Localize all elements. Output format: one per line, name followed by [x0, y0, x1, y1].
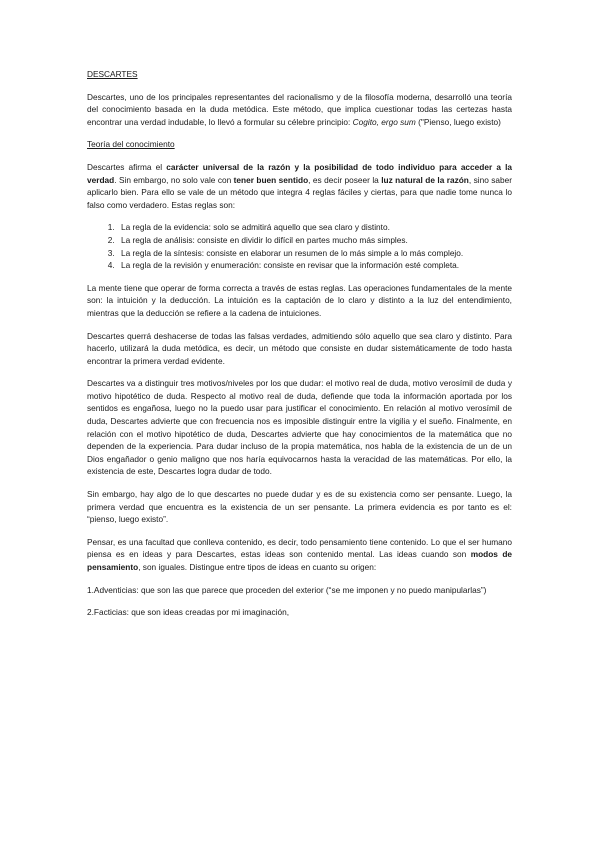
intro-text: Descartes, uno de los principales representantes del racionalismo y de la filosofía moderna, desarrolló una teoría del conocimiento basada en la duda metódica. Este método, que implica cuestionar todas las certezas hasta encontrar una verdad indudable, lo llevó a formular su célebre principio: — [87, 91, 512, 127]
p1-text-e: , es decir poseer la — [308, 174, 382, 185]
p6-bold-b: modos de pensamiento — [87, 549, 513, 572]
document-title: DESCARTES — [87, 69, 138, 79]
paragraph-ideas — [87, 536, 512, 574]
paragraph-mind: La mente tiene que operar de forma correcta a través de estas reglas. Las operaciones fundamentales de la mente son: la intuición y la deducción. La intuición es la captación de lo claro y distinto a la luz del entendimiento, mientras que la deducción se refiere a la cadena de intuiciones. — [87, 282, 512, 318]
p1-text-a: Descartes afirma el — [87, 161, 167, 172]
intro-paragraph — [87, 91, 512, 129]
paragraph-reason — [87, 161, 512, 211]
idea-type-facticias: 2.Facticias: que son ideas creadas por mi imaginación, — [87, 607, 289, 618]
paragraph-method: Descartes querrá deshacerse de todas las falsas verdades, admitiendo sólo aquello que sea claro y distinto. Para hacerlo, utilizará la duda metódica, es decir, un método que consiste en dudar sistemáticamente de todo hasta encontrar la primera verdad evidente. — [87, 330, 512, 366]
rules-list — [87, 221, 512, 271]
p1-bold-f: luz natural de la razón — [381, 174, 469, 185]
paragraph-cogito: Sin embargo, hay algo de lo que descartes no puede dudar y es de su existencia como ser pensante. Luego, la primera verdad que encuentra es la existencia de un ser pensante. La primera evidencia es por tanto es el: “pienso, luego existo”. — [87, 489, 512, 525]
list-item: 3. La regla de la síntesis: consiste en elaborar un resumen de lo más simple a lo más complejo. — [117, 247, 512, 260]
cogito-phrase: Cogito, ergo sum — [352, 116, 416, 127]
idea-type-adventicias: 1.Adventicias: que son las que parece que proceden del exterior (“se me imponen y no puedo manipularlas”) — [87, 584, 487, 595]
p6-text-c: , son iguales. Distingue entre tipos de ideas en cuanto su origen: — [138, 562, 377, 572]
paragraph-doubt-levels: Descartes va a distinguir tres motivos/niveles por los que dudar: el motivo real de duda, motivo verosímil de duda y motivo hipotético de duda. Respecto al motivo real de duda, defiende que toda la información aportada por los sentidos es engañosa, luego no la puedo usar para justificar el conocimiento. En relación al motivo verosímil de duda, Descartes advierte que con frecuencia nos es imposible distinguir entre la vigilia y el sueño. Finalmente, en relación con el motivo hipotético de duda, Descartes advierte que hay conocimientos de la matemática que no dependen de la experiencia. Para dudar incluso de la propia matemática, nos habla de la existencia de un de un Dios engañador o genio maligno que nos haría equivocarnos hasta la veracidad de las matemáticas. Por ello, la existencia de este, Descartes logra dudar de todo. — [87, 378, 512, 477]
list-item: 1. La regla de la evidencia: solo se admitirá aquello que sea claro y distinto. — [117, 221, 512, 234]
list-item: 4. La regla de la revisión y enumeración: consiste en revisar que la información esté completa. — [117, 259, 512, 272]
document-page — [87, 68, 512, 629]
list-item: 2. La regla de análisis: consiste en dividir lo difícil en partes mucho más simples. — [117, 234, 512, 247]
p1-text-g: , sino saber aplicarlo bien. Para ello se vale de un método que integra 4 reglas fáciles y ciertas, para que nadie tome nunca lo falso como verdadero. Estas reglas son: — [87, 174, 513, 210]
p1-text-c: . Sin embargo, no solo vale con — [114, 174, 234, 185]
section-title: Teoría del conocimiento — [87, 139, 175, 150]
p6-text-a: Pensar, es una facultad que conlleva contenido, es decir, todo pensamiento tiene contenido. Lo que el ser humano piensa es en ideas y para Descartes, estas ideas son contenido mental. Las ideas cuando son — [87, 536, 512, 560]
intro-text-end: ("Pienso, luego existo) — [415, 116, 501, 127]
p1-bold-b: carácter universal de la razón y la posibilidad de todo individuo para acceder a la verdad — [87, 161, 513, 185]
p1-bold-d: tener buen sentido — [233, 174, 309, 185]
